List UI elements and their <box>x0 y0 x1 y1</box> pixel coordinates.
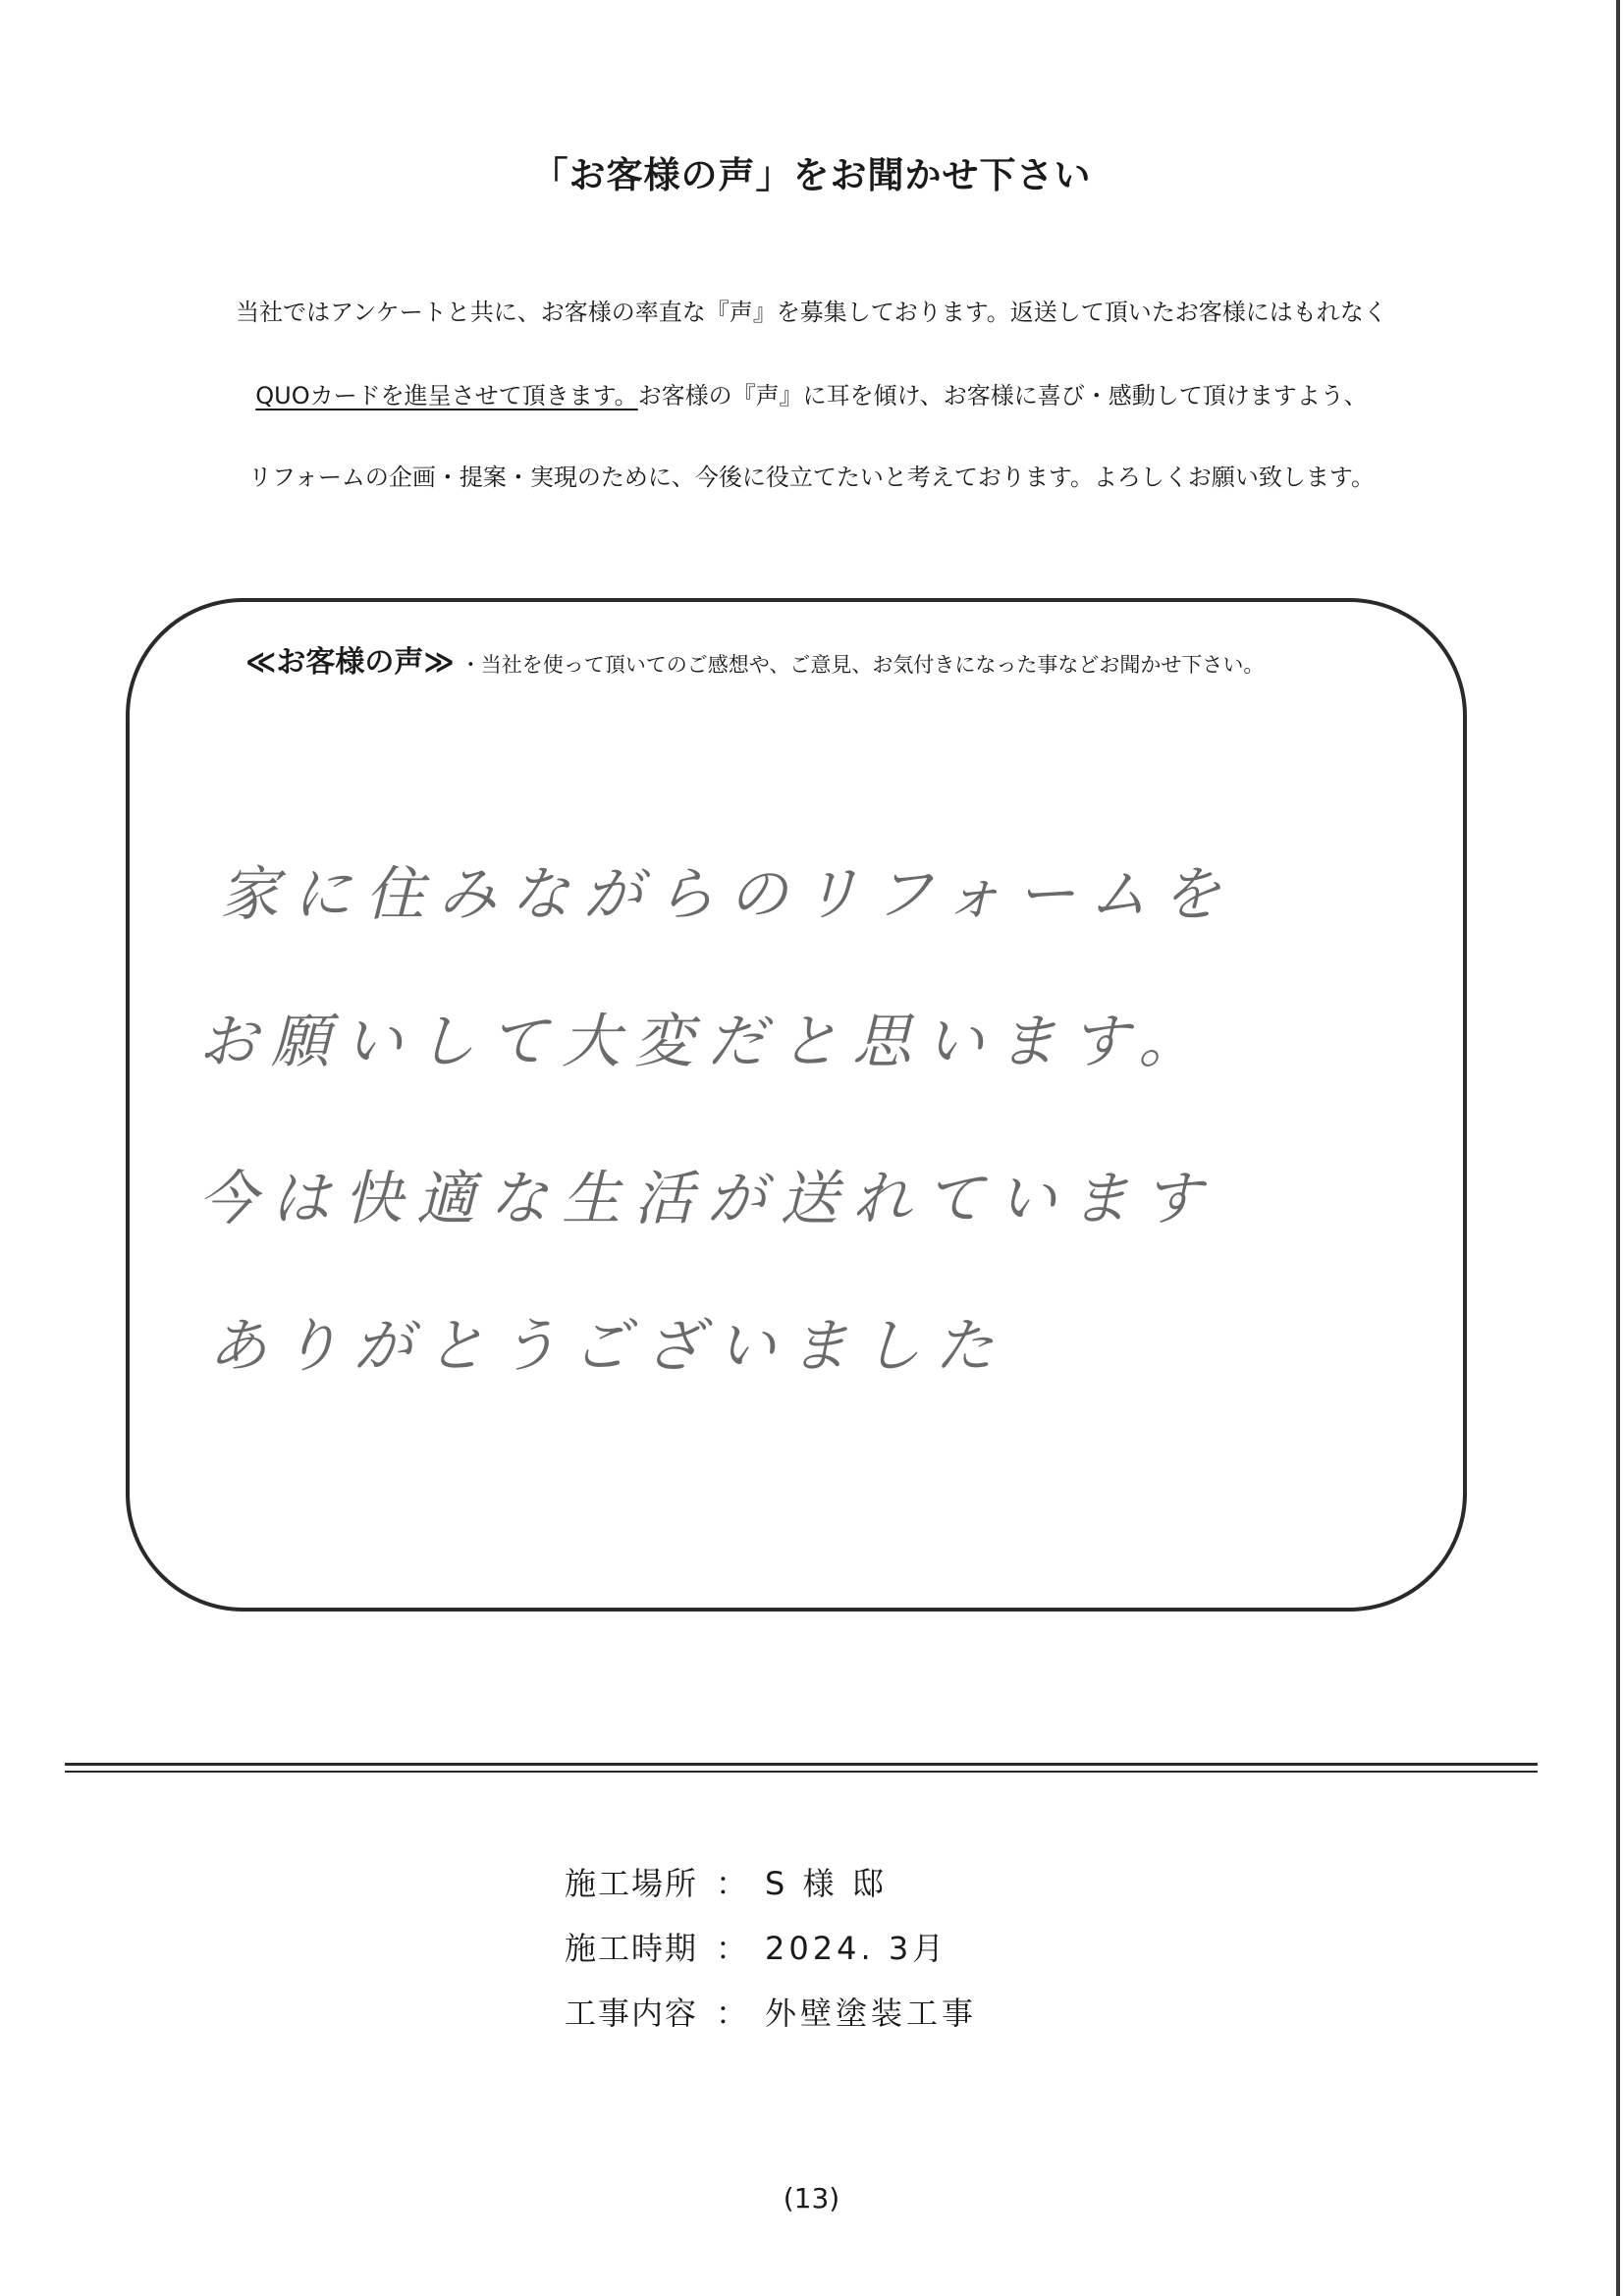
info-row-period <box>565 1916 977 1981</box>
period-value: 2024. 3月 <box>765 1930 948 1967</box>
page-edge-line <box>1616 0 1620 2296</box>
handwritten-line-4: ありがとうございました <box>208 1312 1007 1381</box>
quo-card-notice: QUOカードを進呈させて頂きます。 <box>255 382 638 410</box>
intro-line-2 <box>0 376 1623 410</box>
voice-prompt: ・当社を使って頂いてのご感想や、ご意見、お気付きになった事などお聞かせ下さい。 <box>460 653 1265 677</box>
info-row-location <box>565 1851 977 1916</box>
intro-line-3: リフォームの企画・提案・実現のために、今後に役立てたいと考えております。よろしくお願い致します。 <box>248 464 1375 491</box>
location-label: 施工場所 <box>565 1865 699 1902</box>
project-info <box>565 1851 977 2046</box>
content-value: 外壁塗装工事 <box>765 1995 978 2032</box>
info-separator: ： <box>716 1930 748 1967</box>
period-label: 施工時期 <box>565 1930 699 1967</box>
location-value: S 様 邸 <box>765 1865 888 1902</box>
divider-line <box>65 1763 1538 1766</box>
handwritten-line-1: 家に住みながらのリフォームを <box>220 860 1234 929</box>
info-separator: ： <box>716 1865 748 1902</box>
intro-line-2-rest: お客様の『声』に耳を傾け、お客様に喜び・感動して頂けますよう、 <box>637 382 1368 410</box>
divider-line <box>65 1771 1538 1773</box>
voice-label: ≪お客様の声≫ <box>245 645 455 680</box>
handwritten-line-3: 今は快適な生活が送れています <box>198 1165 1216 1233</box>
customer-voice-box <box>126 598 1467 1612</box>
page-title: 「お客様の声」をお聞かせ下さい <box>531 154 1092 196</box>
info-row-content <box>565 1981 977 2046</box>
content-label: 工事内容 <box>565 1995 699 2032</box>
handwritten-line-2: お願いして大変だと思います。 <box>198 1008 1212 1076</box>
intro-line-1: 当社ではアンケートと共に、お客様の率直な『声』を募集しております。返送して頂いたお客様にはもれなく <box>236 299 1387 326</box>
info-separator: ： <box>716 1995 748 2032</box>
page-number: (13) <box>783 2182 840 2214</box>
voice-header <box>245 637 1264 681</box>
